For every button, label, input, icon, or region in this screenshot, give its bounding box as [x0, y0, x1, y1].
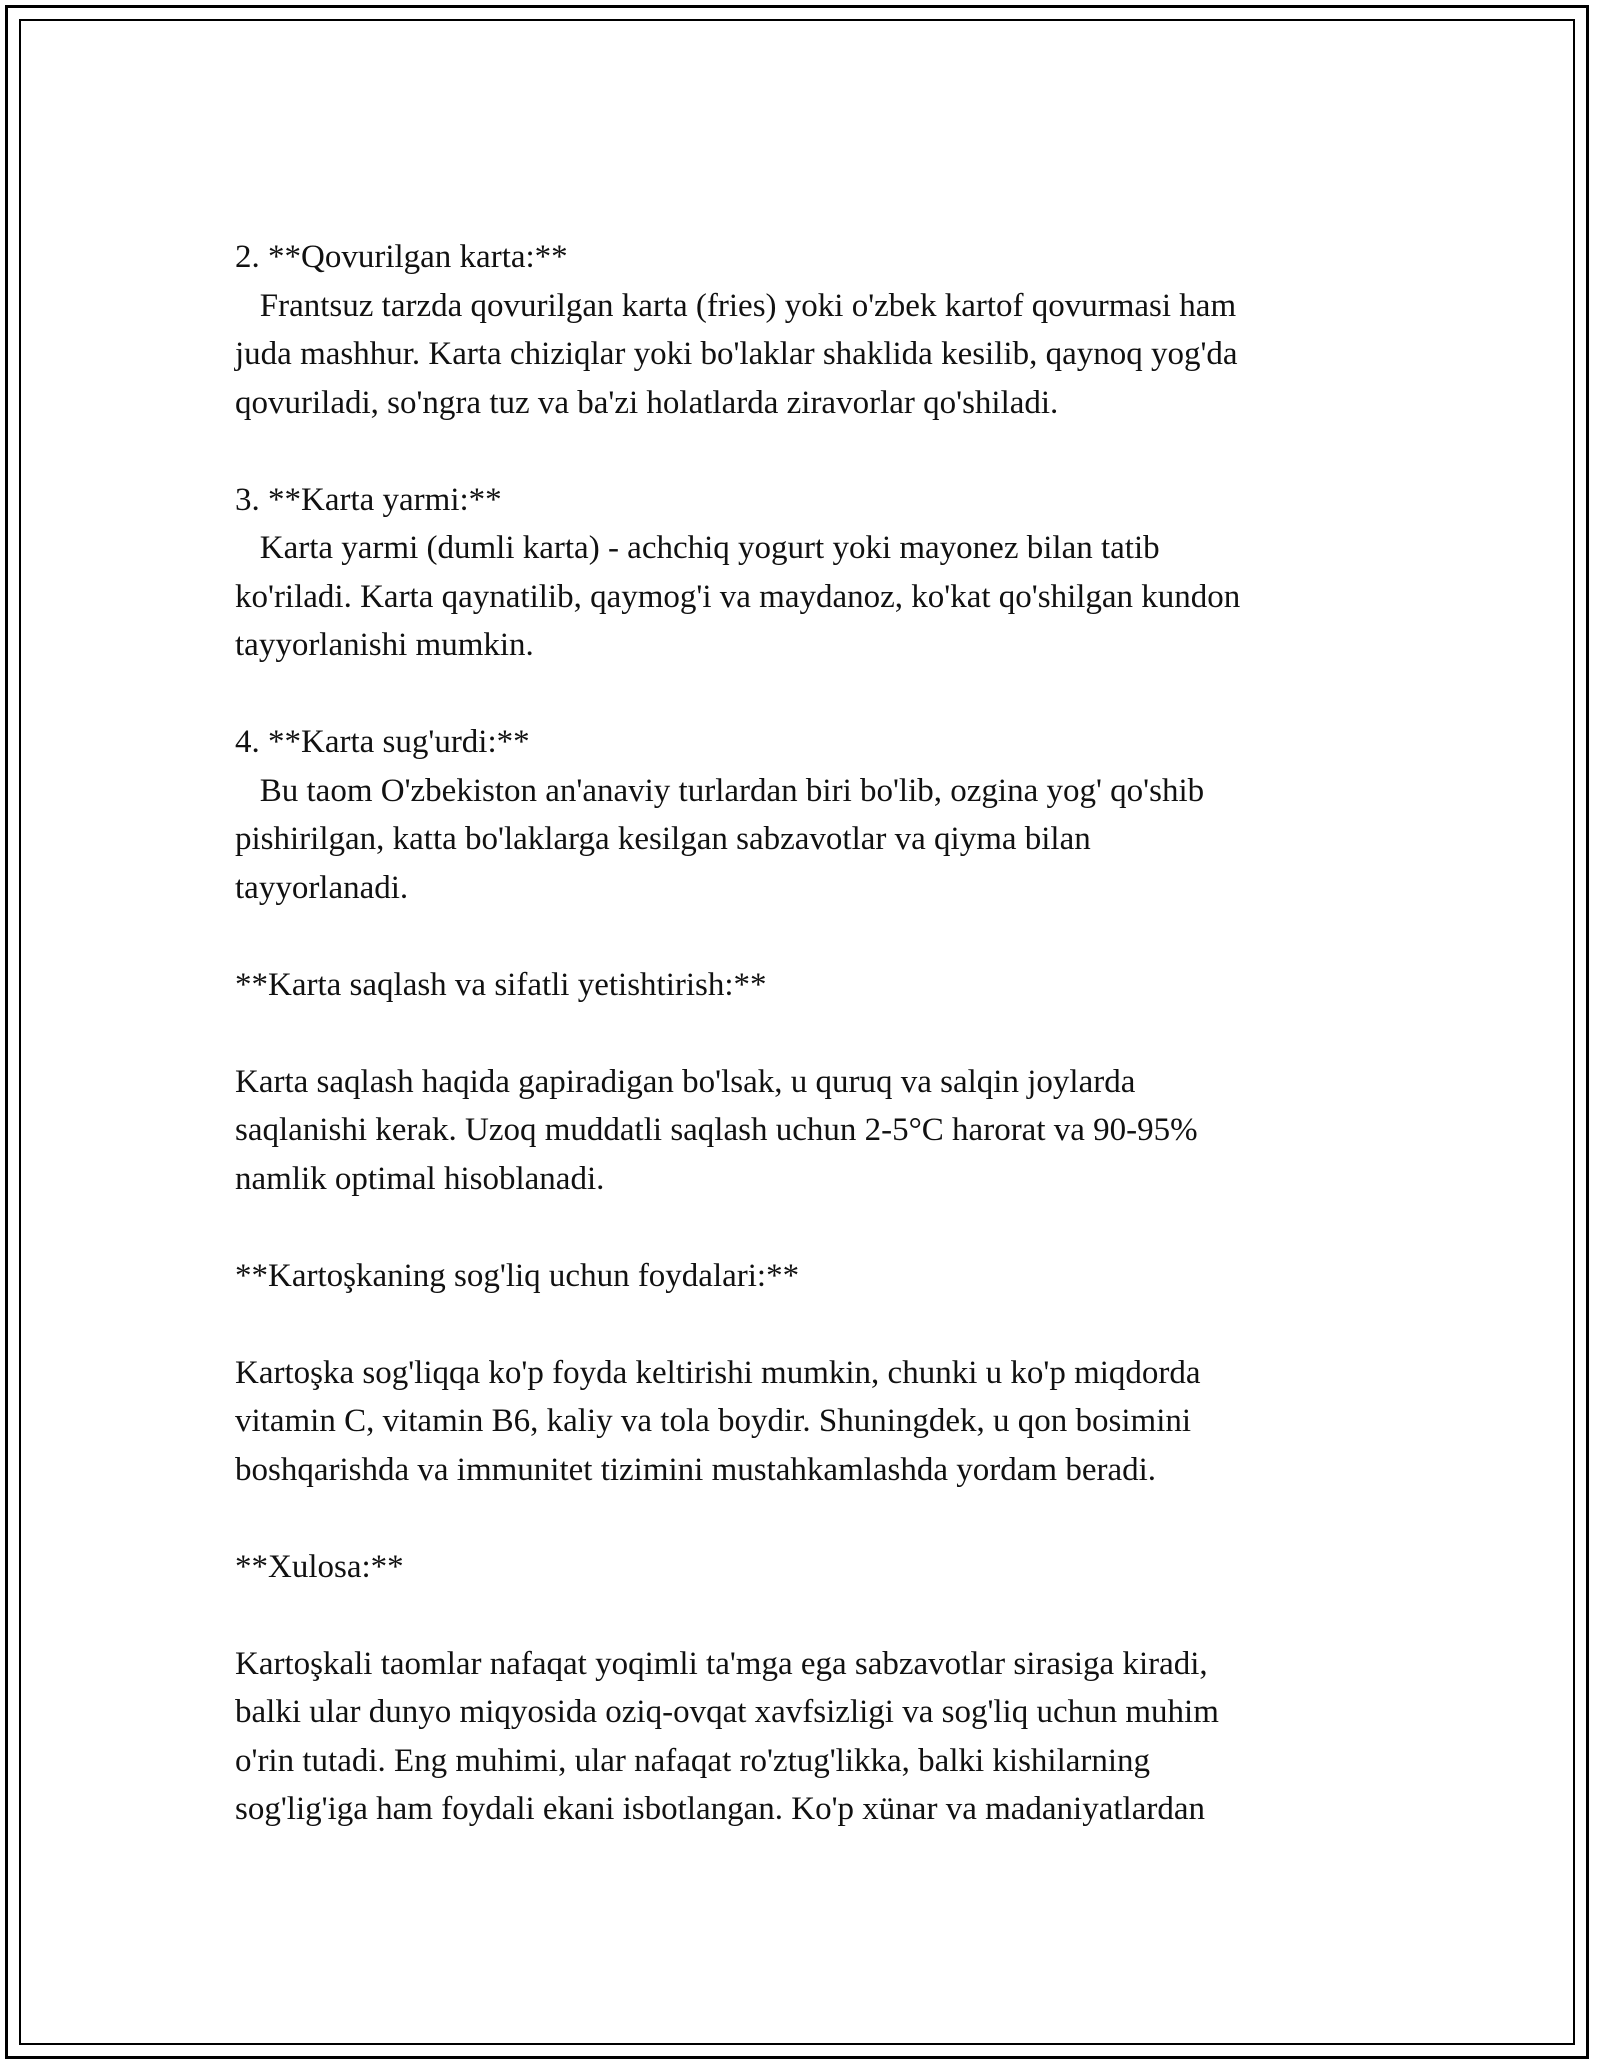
section-storage-heading [235, 961, 1365, 1010]
section-potato-dish [235, 718, 1365, 912]
paragraph-gap [235, 1009, 1365, 1058]
paragraph-gap [235, 670, 1365, 719]
text-line: qovuriladi, so'ngra tuz va ba'zi holatlarda ziravorlar qo'shiladi. [235, 384, 1059, 421]
section-heading: **Kartoşkaning sog'liq uchun foydalari:** [235, 1257, 800, 1294]
text-line: Kartoşka sog'liqqa ko'p foyda keltirishi mumkin, chunki u ko'p miqdorda [235, 1354, 1201, 1391]
text-line: namlik optimal hisoblanadi. [235, 1160, 605, 1197]
section-fried-potato [235, 233, 1365, 427]
section-health-text [235, 1349, 1365, 1495]
text-line: sog'lig'iga ham foydali ekani isbotlangan. Ko'p xünar va madaniyatlardan [235, 1791, 1205, 1827]
paragraph-gap [235, 912, 1365, 961]
section-heading: 2. **Qovurilgan karta:** [235, 239, 568, 275]
paragraph-gap [235, 427, 1365, 476]
text-line: Frantsuz tarzda qovurilgan karta (fries) yoki o'zbek kartof qovurmasi ham [235, 287, 1237, 324]
paragraph-gap [235, 1591, 1365, 1640]
text-line: juda mashhur. Karta chiziqlar yoki bo'laklar shaklida kesilib, qaynoq yog'da [235, 336, 1238, 372]
text-line: balki ular dunyo miqyosida oziq-ovqat xavfsizligi va sog'liq uchun muhim [235, 1694, 1219, 1730]
section-conclusion-heading [235, 1543, 1365, 1592]
paragraph-gap [235, 1300, 1365, 1349]
section-half-potato [235, 476, 1365, 670]
text-line: Bu taom O'zbekiston an'anaviy turlardan biri bo'lib, ozgina yog' qo'shib [235, 772, 1205, 809]
section-heading: **Xulosa:** [235, 1548, 404, 1585]
paragraph-gap [235, 1494, 1365, 1543]
paragraph-gap [235, 1203, 1365, 1252]
document-body [235, 233, 1365, 1834]
text-line: Karta yarmi (dumli karta) - achchiq yogurt yoki mayonez bilan tatib [235, 530, 1160, 566]
section-storage-text [235, 1058, 1365, 1204]
text-line: o'rin tutadi. Eng muhimi, ular nafaqat ro'ztug'likka, balki kishilarning [235, 1742, 1151, 1779]
text-line: vitamin C, vitamin B6, kaliy va tola boydir. Shuningdek, u qon bosimini [235, 1403, 1192, 1439]
text-line: pishirilgan, katta bo'laklarga kesilgan sabzavotlar va qiyma bilan [235, 821, 1091, 857]
section-heading: 4. **Karta sug'urdi:** [235, 724, 530, 760]
text-line: Karta saqlash haqida gapiradigan bo'lsak, u quruq va salqin joylarda [235, 1063, 1136, 1100]
section-conclusion-text [235, 1640, 1365, 1834]
text-line: Kartoşkali taomlar nafaqat yoqimli ta'mga ega sabzavotlar sirasiga kiradi, [235, 1645, 1208, 1682]
section-heading: **Karta saqlash va sifatli yetishtirish:** [235, 966, 767, 1003]
section-heading: 3. **Karta yarmi:** [235, 481, 502, 518]
text-line: saqlanishi kerak. Uzoq muddatli saqlash uchun 2-5°C harorat va 90-95% [235, 1112, 1198, 1148]
text-line: ko'riladi. Karta qaynatilib, qaymog'i va maydanoz, ko'kat qo'shilgan kundon [235, 578, 1241, 615]
text-line: tayyorlanadi. [235, 869, 409, 906]
text-line: tayyorlanishi mumkin. [235, 627, 534, 663]
text-line: boshqarishda va immunitet tizimini mustahkamlashda yordam beradi. [235, 1451, 1157, 1488]
section-health-heading [235, 1252, 1365, 1301]
